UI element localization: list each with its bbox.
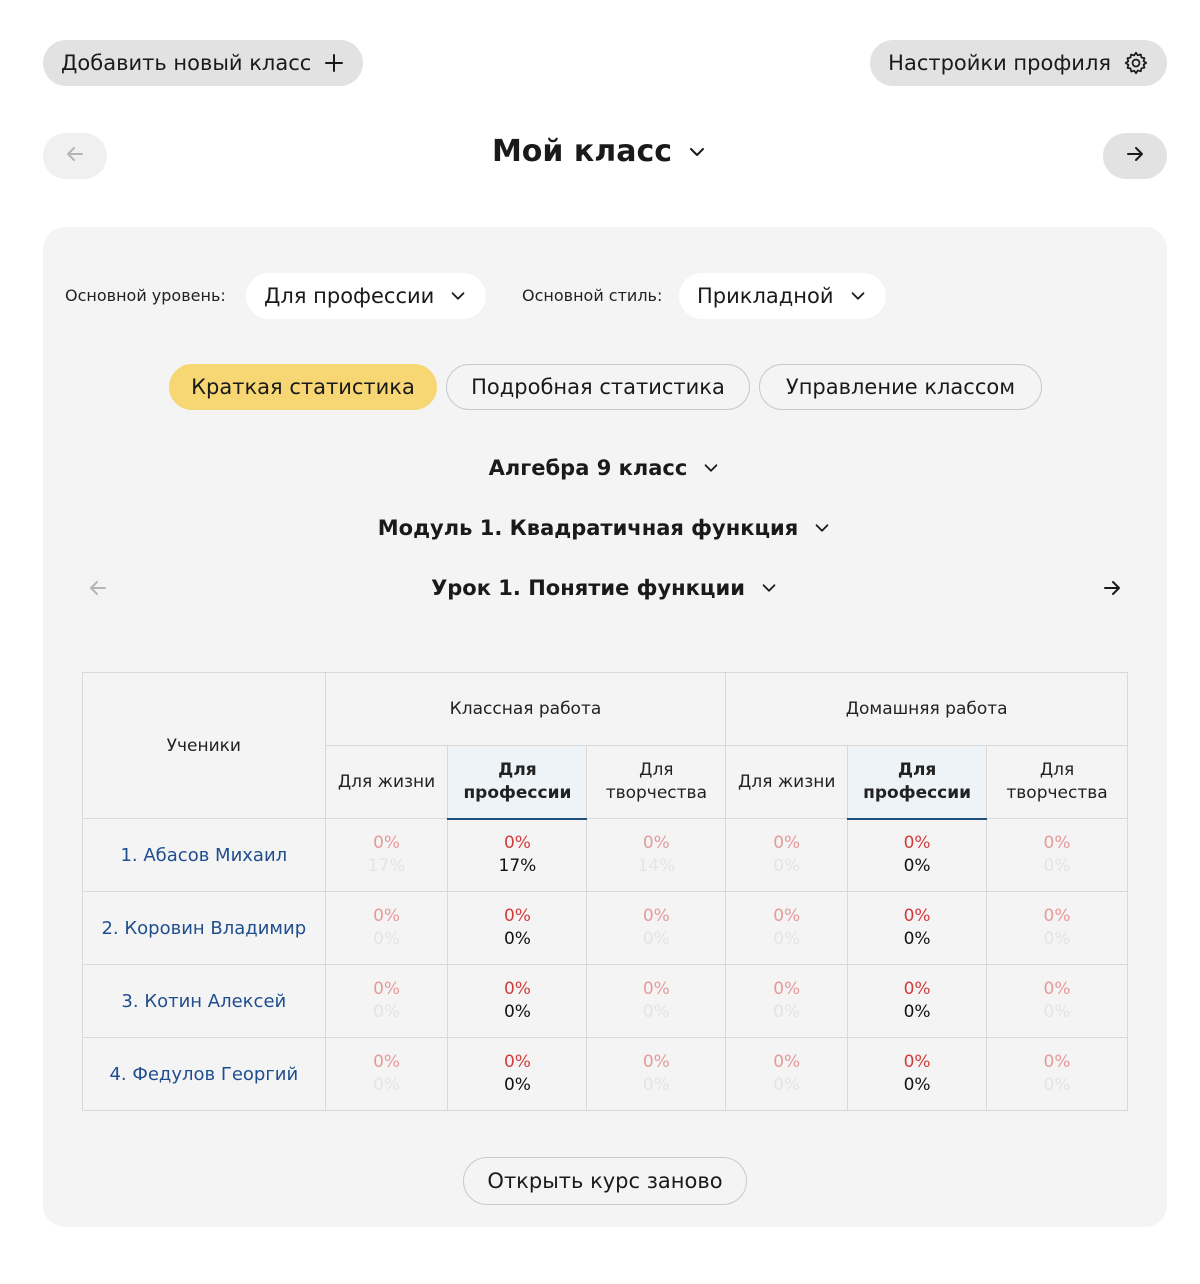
percent-secondary-value: 0% [773, 929, 801, 949]
percent-cell [987, 1038, 1128, 1111]
chevron-down-icon [686, 141, 708, 163]
percent-secondary-value: 0% [773, 1002, 801, 1022]
subcolumn-header [448, 746, 587, 819]
tab-class-management[interactable] [759, 364, 1042, 410]
chevron-down-icon [848, 286, 868, 306]
lesson-selector[interactable] [43, 576, 1167, 600]
add-class-label: Добавить новый класс [61, 51, 312, 75]
group-header-homework: Домашняя работа [726, 673, 1128, 746]
student-name-link[interactable]: 2. Коровин Владимир [101, 917, 307, 939]
percent-value: 0% [642, 1052, 670, 1072]
percent-secondary-value: 17% [367, 856, 406, 876]
lesson-title: Урок 1. Понятие функции [431, 576, 745, 600]
percent-secondary-value: 0% [373, 1002, 401, 1022]
percent-value: 0% [773, 833, 801, 853]
percent-cell [848, 819, 987, 892]
course-selector[interactable] [43, 456, 1167, 480]
percent-cell [325, 965, 448, 1038]
percent-value: 0% [642, 979, 670, 999]
percent-value: 0% [373, 833, 401, 853]
percent-value: 0% [1043, 906, 1071, 926]
subcolumn-header-line: творчества [1006, 783, 1108, 803]
percent-value: 0% [903, 906, 931, 926]
chevron-down-icon [701, 458, 721, 478]
arrow-right-icon [1100, 576, 1124, 604]
table-row [83, 1038, 1128, 1111]
percent-secondary-value: 0% [642, 1075, 670, 1095]
percent-cell [987, 965, 1128, 1038]
percent-value: 0% [503, 906, 531, 926]
style-select[interactable] [679, 273, 886, 319]
student-name-link[interactable]: 4. Федулов Георгий [109, 1063, 299, 1085]
percent-secondary-value: 0% [1043, 856, 1071, 876]
chevron-down-icon [759, 578, 779, 598]
table-row [83, 819, 1128, 892]
student-name-link[interactable]: 1. Абасов Михаил [120, 844, 288, 866]
percent-cell [325, 1038, 448, 1111]
subcolumn-header [848, 746, 987, 819]
chevron-down-icon [448, 286, 468, 306]
next-lesson-button[interactable] [1097, 575, 1127, 605]
reopen-course-label: Открыть курс заново [487, 1169, 723, 1193]
add-class-button[interactable] [43, 40, 363, 86]
percent-secondary-value: 0% [1043, 929, 1071, 949]
percent-cell [726, 965, 848, 1038]
table-row [83, 892, 1128, 965]
plus-icon [323, 52, 345, 74]
percent-secondary-value: 0% [773, 1075, 801, 1095]
percent-value: 0% [373, 906, 401, 926]
percent-value: 0% [773, 906, 801, 926]
subcolumn-header-line: Для жизни [738, 771, 836, 792]
stats-table [82, 672, 1128, 1111]
chevron-down-icon [812, 518, 832, 538]
tab-label: Краткая статистика [191, 375, 415, 399]
subcolumn-header [325, 746, 448, 819]
subcolumn-header [587, 746, 726, 819]
percent-secondary-value: 0% [503, 1075, 531, 1095]
percent-cell [325, 819, 448, 892]
percent-secondary-value: 0% [1043, 1002, 1071, 1022]
percent-cell [726, 819, 848, 892]
prev-lesson-button[interactable] [83, 575, 113, 605]
subcolumn-header [987, 746, 1128, 819]
percent-secondary-value: 0% [773, 856, 801, 876]
level-label: Основной уровень: [65, 286, 226, 305]
module-title: Модуль 1. Квадратичная функция [377, 516, 799, 540]
percent-cell [587, 965, 726, 1038]
percent-secondary-value: 0% [373, 929, 401, 949]
percent-value: 0% [503, 833, 531, 854]
percent-secondary-value: 0% [903, 929, 931, 949]
subcolumn-header-line: профессии [863, 782, 972, 803]
percent-value: 0% [1043, 833, 1071, 853]
class-selector[interactable] [0, 134, 1200, 169]
percent-value: 0% [642, 833, 670, 853]
percent-value: 0% [642, 906, 670, 926]
percent-secondary-value: 0% [642, 1002, 670, 1022]
percent-value: 0% [373, 1052, 401, 1072]
percent-secondary-value: 0% [903, 856, 931, 877]
percent-cell [448, 1038, 587, 1111]
style-value: Прикладной [697, 284, 834, 308]
student-cell [83, 819, 326, 892]
tab-brief-stats[interactable] [169, 364, 437, 410]
course-title: Алгебра 9 класс [488, 456, 688, 480]
percent-cell [448, 965, 587, 1038]
group-header-classwork: Классная работа [325, 673, 726, 746]
percent-secondary-value: 0% [642, 929, 670, 949]
percent-value: 0% [903, 1052, 931, 1072]
subcolumn-header-line: Для жизни [337, 771, 436, 792]
percent-secondary-value: 14% [637, 856, 676, 876]
tab-label: Подробная статистика [471, 375, 725, 399]
reopen-course-button[interactable] [463, 1157, 747, 1205]
student-cell [83, 1038, 326, 1111]
subcolumn-header [726, 746, 848, 819]
percent-cell [848, 965, 987, 1038]
tab-detailed-stats[interactable] [446, 364, 750, 410]
subcolumn-header-line: Для [1039, 760, 1075, 781]
stats-panel [43, 227, 1167, 1227]
percent-value: 0% [373, 979, 401, 999]
percent-value: 0% [503, 979, 531, 999]
next-class-button[interactable] [1103, 133, 1167, 179]
percent-value: 0% [903, 833, 931, 854]
style-label: Основной стиль: [522, 286, 663, 305]
subcolumn-header-line: профессии [463, 782, 572, 803]
percent-secondary-value: 0% [903, 1002, 931, 1022]
profile-settings-button[interactable] [870, 40, 1167, 86]
subcolumn-header-line: творчества [605, 783, 707, 803]
percent-secondary-value: 17% [498, 856, 537, 877]
percent-value: 0% [1043, 979, 1071, 999]
gear-icon [1123, 50, 1149, 76]
percent-value: 0% [903, 979, 931, 999]
percent-cell [726, 1038, 848, 1111]
table-row [83, 965, 1128, 1038]
percent-value: 0% [773, 979, 801, 999]
students-header: Ученики [83, 673, 326, 819]
percent-cell [587, 892, 726, 965]
percent-cell [448, 892, 587, 965]
percent-cell [587, 1038, 726, 1111]
percent-cell [987, 819, 1128, 892]
percent-secondary-value: 0% [1043, 1075, 1071, 1095]
percent-secondary-value: 0% [503, 1002, 531, 1022]
percent-cell [587, 819, 726, 892]
percent-cell [848, 1038, 987, 1111]
student-cell [83, 892, 326, 965]
percent-cell [848, 892, 987, 965]
subcolumn-header-line: Для [897, 759, 937, 780]
percent-cell [448, 819, 587, 892]
level-value: Для профессии [264, 284, 435, 308]
percent-cell [325, 892, 448, 965]
tab-label: Управление классом [785, 375, 1016, 399]
percent-cell [987, 892, 1128, 965]
student-cell [83, 965, 326, 1038]
subcolumn-header-line: Для [498, 759, 537, 780]
arrow-right-icon [1123, 142, 1147, 170]
level-select[interactable] [246, 273, 486, 319]
percent-secondary-value: 0% [503, 929, 531, 949]
module-selector[interactable] [43, 516, 1167, 540]
profile-settings-label: Настройки профиля [888, 51, 1111, 75]
percent-secondary-value: 0% [903, 1075, 931, 1095]
percent-secondary-value: 0% [373, 1075, 401, 1095]
percent-cell [726, 892, 848, 965]
subcolumn-header-line: Для [639, 760, 674, 781]
percent-value: 0% [1043, 1052, 1071, 1072]
percent-value: 0% [773, 1052, 801, 1072]
student-name-link[interactable]: 3. Котин Алексей [121, 990, 287, 1012]
page-title: Мой класс [491, 134, 673, 169]
percent-value: 0% [503, 1052, 531, 1072]
arrow-left-icon [86, 576, 110, 604]
